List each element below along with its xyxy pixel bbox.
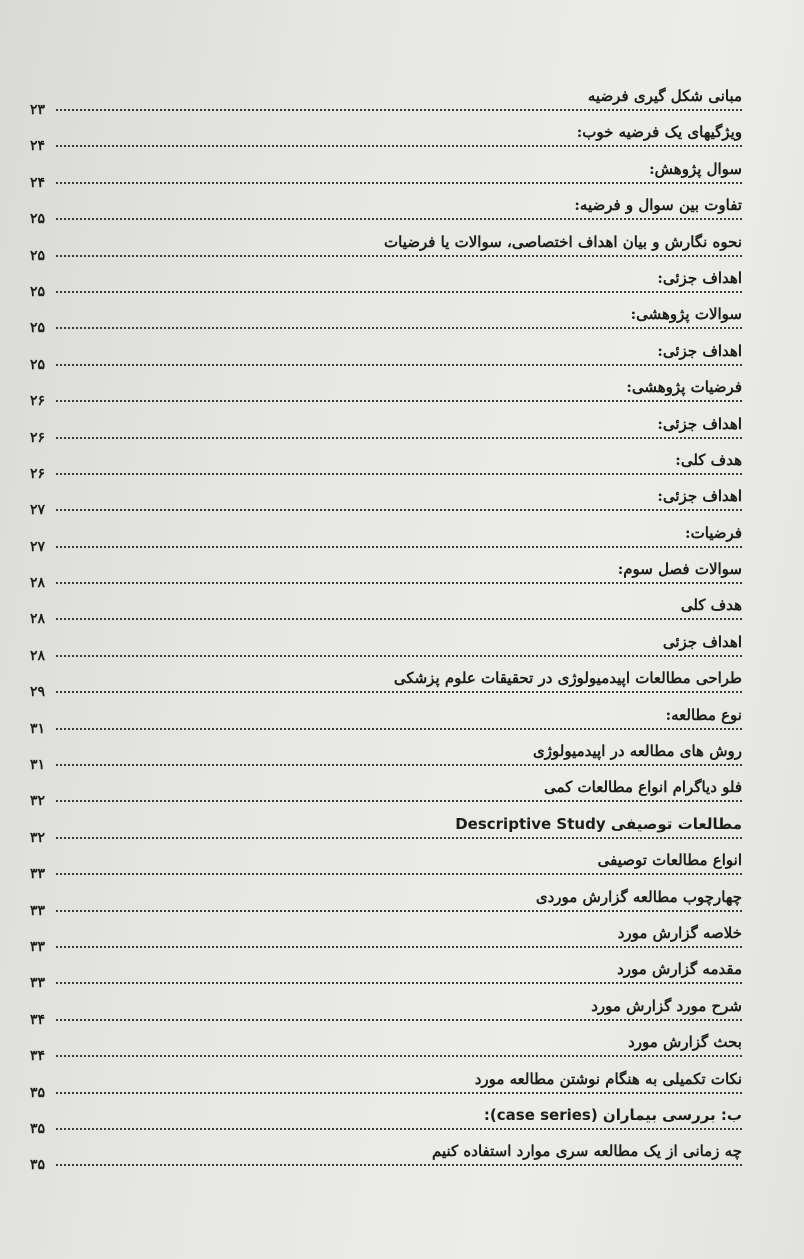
toc-title: بحث گزارش مورد	[628, 1033, 742, 1052]
toc-title: مطالعات توصیفی Descriptive Study	[455, 814, 742, 833]
dot-leader	[56, 873, 742, 875]
toc-title: نوع مطالعه:	[665, 705, 742, 724]
toc-page-number: ۲۹	[30, 684, 46, 701]
toc-entry	[30, 484, 742, 520]
dot-leader	[56, 910, 742, 912]
dot-leader	[56, 1128, 742, 1130]
dot-leader	[56, 509, 742, 511]
toc-entry	[30, 448, 742, 484]
toc-page-number: ۲۷	[30, 502, 46, 519]
toc-entry	[30, 921, 742, 957]
toc-entry	[30, 412, 742, 448]
toc-title: چه زمانی از یک مطالعه سری موارد استفاده کنیم	[432, 1142, 742, 1161]
dot-leader	[56, 837, 742, 839]
toc-title: فرضیات:	[685, 523, 742, 542]
dot-leader	[56, 800, 742, 802]
toc-page-number: ۳۳	[30, 902, 46, 919]
toc-page-number: ۳۳	[30, 975, 46, 992]
toc-entry	[30, 703, 742, 739]
dot-leader	[56, 764, 742, 766]
toc-page-number: ۳۳	[30, 938, 46, 955]
toc-page-number: ۲۶	[30, 393, 46, 410]
dot-leader	[56, 1055, 742, 1057]
toc-title: مقدمه گزارش مورد	[617, 960, 742, 979]
toc-page-number: ۲۵	[30, 356, 46, 373]
toc-page-number: ۳۲	[30, 829, 46, 846]
toc-entry	[30, 157, 742, 193]
toc-page-number: ۲۷	[30, 538, 46, 555]
dot-leader	[56, 291, 742, 293]
toc-entry	[30, 120, 742, 156]
dot-leader	[56, 182, 742, 184]
dot-leader	[56, 946, 742, 948]
toc-page-number: ۳۱	[30, 757, 46, 774]
dot-leader	[56, 1092, 742, 1094]
toc-entry	[30, 994, 742, 1030]
toc-title: هدف کلی	[680, 596, 742, 615]
toc-title: اهداف جزئی:	[657, 268, 742, 287]
toc-title: خلاصه گزارش مورد	[617, 923, 742, 942]
toc-page-number: ۲۴	[30, 174, 46, 191]
toc-entry	[30, 266, 742, 302]
toc-page-number: ۳۱	[30, 720, 46, 737]
toc-title: سوال پژوهش:	[649, 159, 742, 178]
toc-entry	[30, 666, 742, 702]
toc-page-number: ۲۵	[30, 247, 46, 264]
toc-page-number: ۳۲	[30, 793, 46, 810]
toc-title: انواع مطالعات توصیفی	[597, 851, 742, 870]
table-of-contents	[30, 84, 742, 1176]
toc-title: هدف کلی:	[675, 450, 742, 469]
toc-entry	[30, 1067, 742, 1103]
toc-entry	[30, 885, 742, 921]
toc-page-number: ۲۸	[30, 647, 46, 664]
dot-leader	[56, 691, 742, 693]
toc-title: ب: بررسی بیماران (case series):	[483, 1105, 742, 1124]
toc-entry	[30, 557, 742, 593]
toc-title: چهارچوب مطالعه گزارش موردی	[535, 887, 742, 906]
toc-title: تفاوت بین سوال و فرضیه:	[574, 196, 742, 215]
toc-title: اهداف جزئی:	[657, 414, 742, 433]
toc-entry	[30, 957, 742, 993]
toc-title: اهداف جزئی:	[657, 341, 742, 360]
toc-title: روش های مطالعه در اپیدمیولوژی	[533, 742, 742, 761]
dot-leader	[56, 473, 742, 475]
toc-entry	[30, 1103, 742, 1139]
toc-entry	[30, 302, 742, 338]
toc-title: اهداف جزئی:	[657, 487, 742, 506]
toc-title: سوالات فصل سوم:	[617, 560, 742, 579]
toc-entry	[30, 1030, 742, 1066]
dot-leader	[56, 145, 742, 147]
dot-leader	[56, 400, 742, 402]
toc-entry	[30, 1139, 742, 1175]
toc-title: سوالات پژوهشی:	[630, 305, 742, 324]
dot-leader	[56, 1019, 742, 1021]
toc-title: ویژگیهای یک فرضیه خوب:	[576, 123, 742, 142]
toc-title: شرح مورد گزارش مورد	[591, 996, 742, 1015]
dot-leader	[56, 218, 742, 220]
toc-page-number: ۳۴	[30, 1011, 46, 1028]
dot-leader	[56, 982, 742, 984]
dot-leader	[56, 437, 742, 439]
toc-page-number: ۲۵	[30, 211, 46, 228]
toc-title: اهداف جزئی	[662, 632, 742, 651]
dot-leader	[56, 327, 742, 329]
toc-title: فرضیات پژوهشی:	[626, 378, 742, 397]
toc-page-number: ۲۸	[30, 575, 46, 592]
toc-entry	[30, 339, 742, 375]
toc-page-number: ۳۵	[30, 1084, 46, 1101]
toc-page-number: ۲۴	[30, 138, 46, 155]
toc-title: مبانی شکل گیری فرضیه	[587, 87, 742, 105]
toc-entry	[30, 193, 742, 229]
dot-leader	[56, 655, 742, 657]
toc-entry	[30, 84, 742, 120]
toc-page-number: ۳۴	[30, 1048, 46, 1065]
toc-page-number: ۳۵	[30, 1120, 46, 1137]
toc-entry	[30, 375, 742, 411]
toc-entry	[30, 593, 742, 629]
dot-leader	[56, 364, 742, 366]
dot-leader	[56, 255, 742, 257]
dot-leader	[56, 109, 742, 111]
dot-leader	[56, 546, 742, 548]
dot-leader	[56, 728, 742, 730]
toc-page-number: ۳۳	[30, 866, 46, 883]
toc-title: فلو دیاگرام انواع مطالعات کمی	[543, 778, 742, 797]
toc-page-number: ۲۶	[30, 465, 46, 482]
toc-title: نکات تکمیلی به هنگام نوشتن مطالعه مورد	[474, 1069, 742, 1088]
dot-leader	[56, 618, 742, 620]
dot-leader	[56, 1164, 742, 1166]
toc-entry	[30, 521, 742, 557]
toc-entry	[30, 812, 742, 848]
toc-entry	[30, 739, 742, 775]
toc-title: نحوه نگارش و بیان اهداف اختصاصی، سوالات یا فرضیات	[384, 232, 742, 251]
dot-leader	[56, 582, 742, 584]
toc-entry	[30, 775, 742, 811]
toc-page-number: ۲۵	[30, 320, 46, 337]
toc-page-number: ۲۳	[30, 102, 46, 118]
toc-entry	[30, 230, 742, 266]
toc-page-number: ۲۸	[30, 611, 46, 628]
toc-entry	[30, 848, 742, 884]
toc-title: طراحی مطالعات اپیدمیولوژی در تحقیقات علوم پزشکی	[393, 669, 742, 688]
toc-entry	[30, 630, 742, 666]
toc-page-number: ۲۶	[30, 429, 46, 446]
toc-page-number: ۲۵	[30, 283, 46, 300]
toc-page-number: ۳۵	[30, 1157, 46, 1174]
